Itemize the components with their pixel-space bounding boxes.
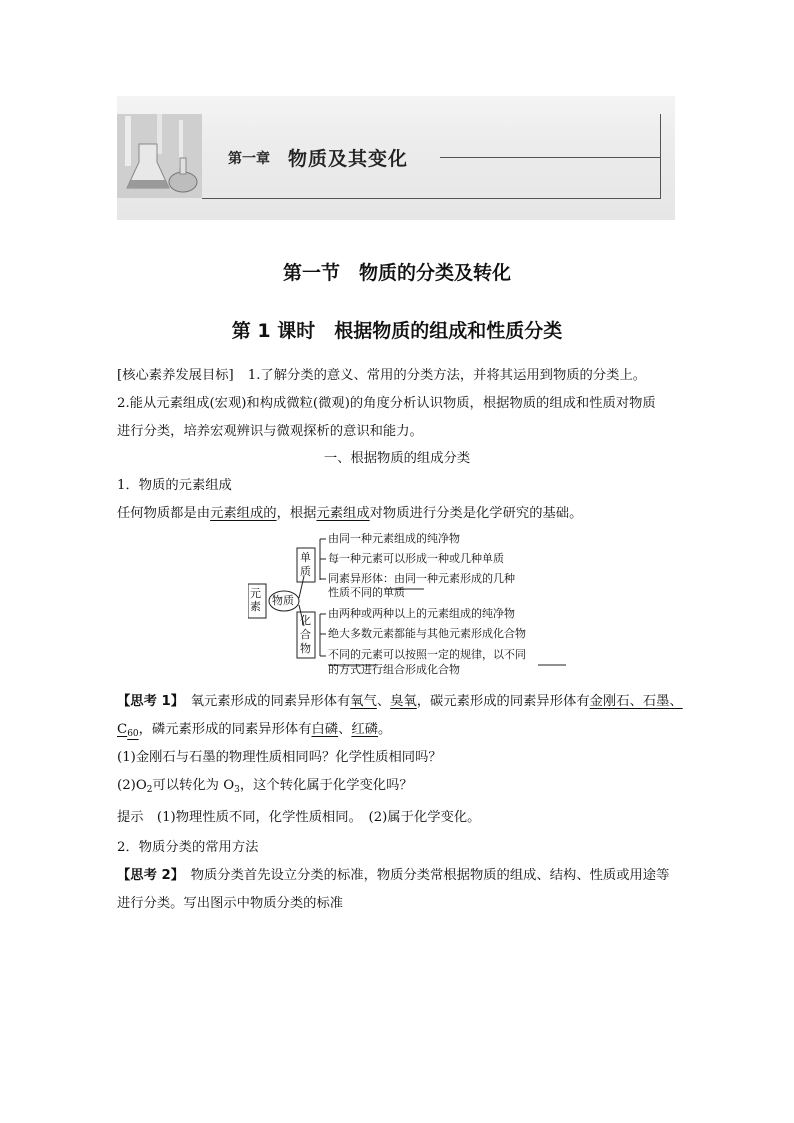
think2-line-1: 【思考 2】 物质分类首先设立分类的标准，物质分类常根据物质的组成、结构、性质或用途等 (117, 868, 670, 883)
think1-line-1: 【思考 1】 氧元素形成的同素异形体有氧气、臭氧，碳元素形成的同素异形体有金刚石、石墨、 (117, 694, 683, 709)
goals-label: [核心素养发展目标] (117, 368, 234, 383)
goals-line-1: [核心素养发展目标] 1.了解分类的意义、常用的分类方法，并将其运用到物质的分类上。 (117, 368, 647, 383)
think1-question-2: $(2)O_2$可以转化为 $O_3$，这个转化属于化学变化吗？ (117, 778, 413, 795)
compound-desc-2: 绝大多数元素都能与其他元素形成化合物 (328, 627, 526, 640)
simple-substance-label: 单质 (300, 551, 311, 578)
lesson-title: 第 1 课时 根据物质的组成和性质分类 (231, 320, 563, 342)
compound-desc-3b: 的方式进行组合形成化合物 (328, 663, 460, 676)
section-title: 第一节 物质的分类及转化 (282, 262, 511, 284)
banner-rule (440, 157, 660, 158)
goals-line-2: 2.能从元素组成(宏观)和构成微粒(微观)的角度分析认识物质，根据物质的组成和性质对物质 (117, 396, 656, 411)
chapter-title: 物质及其变化 (288, 148, 409, 170)
sub2-heading: 2．物质分类的常用方法 (117, 840, 259, 855)
chapter-number: 第一章 (228, 151, 270, 167)
answer-blank: 元素组成 (316, 506, 370, 521)
answer-blank: 元素组成的 (210, 506, 277, 521)
think1-question-1: (1)金刚石与石墨的物理性质相同吗？化学性质相同吗？ (117, 750, 442, 765)
hint-label: 提示 (117, 810, 144, 825)
compound-desc-3a: 不同的元素可以按照一定的规律，以不同 (328, 648, 526, 661)
simple-desc-1: 由同一种元素组成的纯净物 (328, 532, 460, 545)
think2-line-2: 进行分类。写出图示中物质分类的标准 (117, 896, 344, 911)
goals-line-3: 进行分类，培养宏观辨识与微观探析的意识和能力。 (117, 424, 423, 439)
compound-label: 化合物 (300, 614, 311, 655)
lab-glassware-image (117, 114, 202, 198)
element-label: 元素 (250, 587, 261, 613)
think1-label: 【思考 1】 (117, 694, 178, 709)
compound-desc-1: 由两种或两种以上的元素组成的纯净物 (328, 607, 515, 620)
simple-desc-2: 每一种元素可以形成一种或几种单质 (328, 552, 504, 565)
think2-label: 【思考 2】 (117, 868, 178, 883)
simple-desc-3a: 同素异形体：由同一种元素形成的几种 (328, 572, 515, 585)
flask-icon (117, 114, 202, 198)
part1-heading: 一、根据物质的组成分类 (323, 451, 471, 466)
matter-label: 物质 (272, 594, 294, 607)
element-classification-diagram (248, 530, 568, 686)
sub1-heading: 1．物质的元素组成 (117, 478, 232, 493)
sub1-text: 任何物质都是由元素组成的，根据元素组成对物质进行分类是化学研究的基础。 (117, 506, 583, 521)
think1-line-2: $C_{60}$，磷元素形成的同素异形体有白磷、红磷。 (117, 722, 392, 739)
think1-hint: 提示 (1)物理性质不同，化学性质相同。 (2)属于化学变化。 (117, 810, 481, 825)
simple-desc-3b: 性质不同的单质 (328, 586, 405, 599)
